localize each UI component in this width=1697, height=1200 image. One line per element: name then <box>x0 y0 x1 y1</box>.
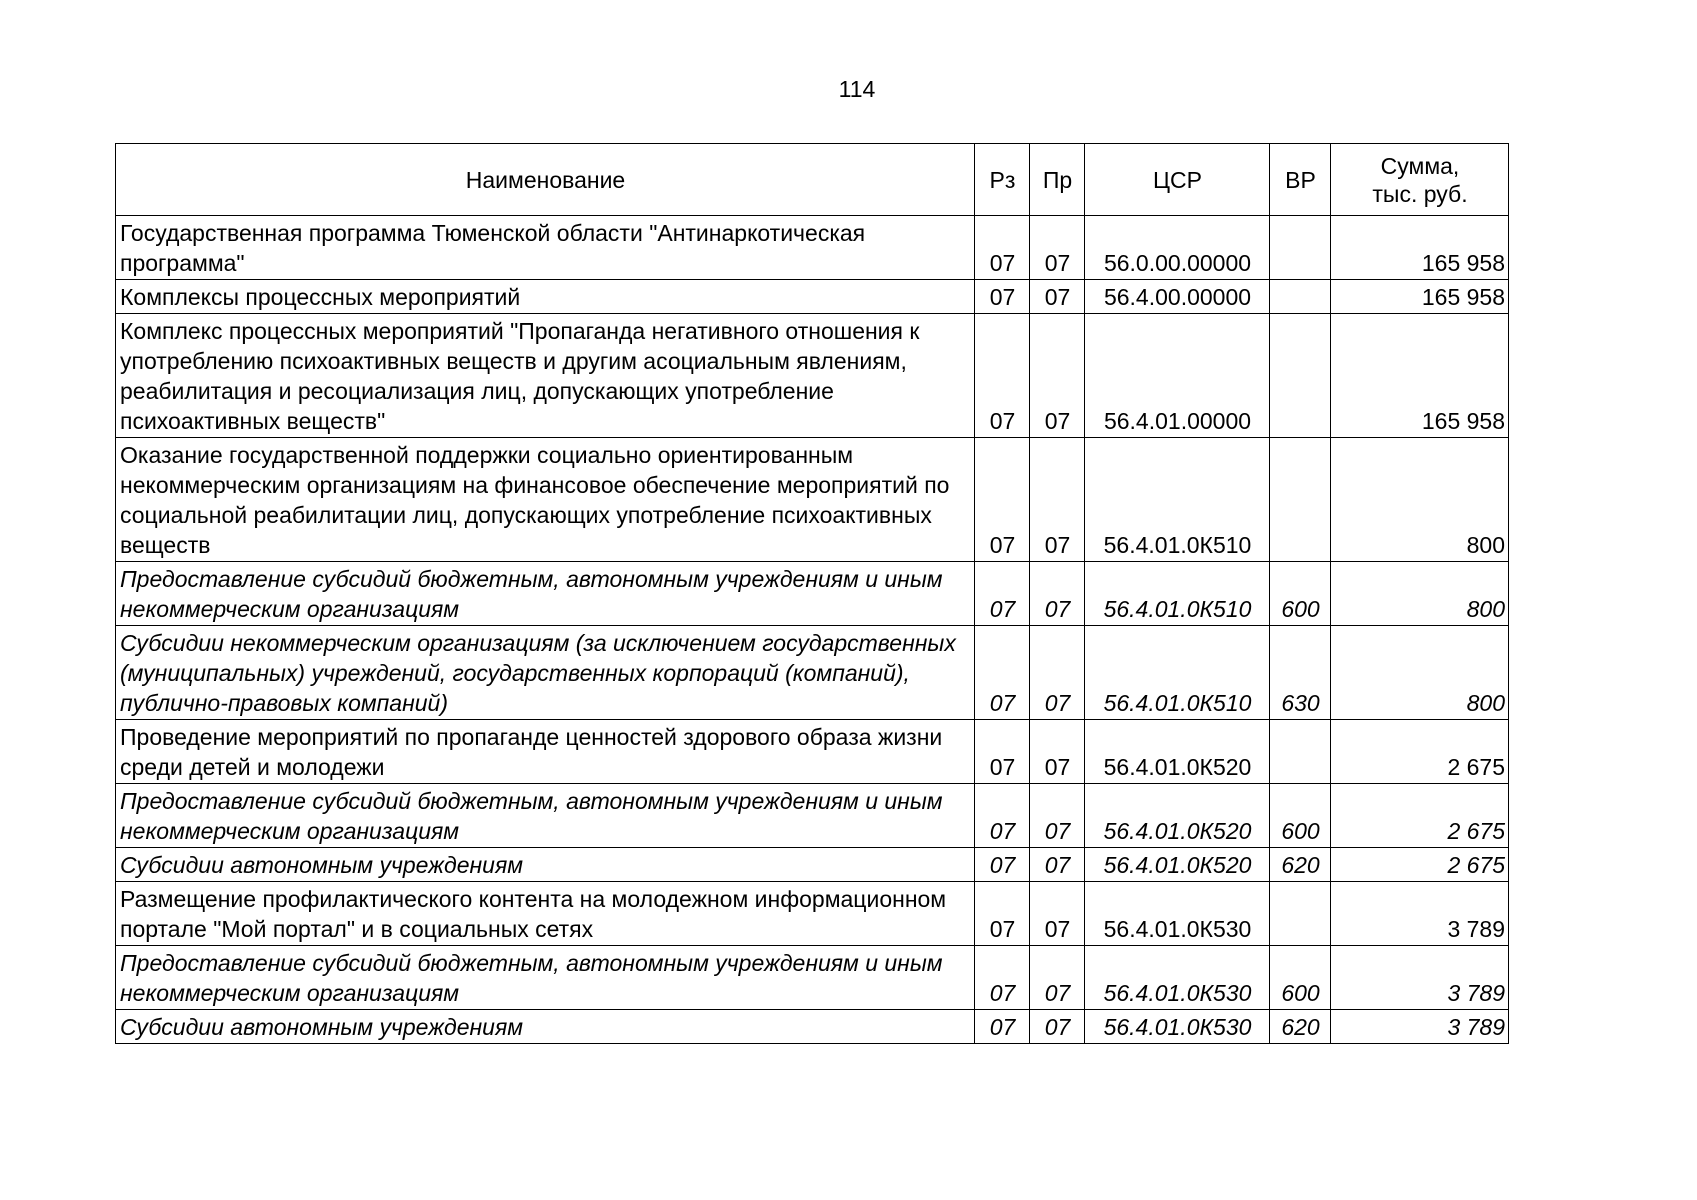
cell-vr <box>1270 314 1331 438</box>
cell-csr: 56.4.01.0К520 <box>1085 848 1270 882</box>
cell-name: Субсидии автономным учреждениям <box>116 1010 975 1044</box>
table-row <box>116 562 1509 626</box>
cell-name: Проведение мероприятий по пропаганде ценностей здорового образа жизни среди детей и молодежи <box>116 720 975 784</box>
cell-pr: 07 <box>1030 946 1085 1010</box>
table-row <box>116 720 1509 784</box>
cell-pr: 07 <box>1030 216 1085 280</box>
cell-sum: 3 789 <box>1331 882 1509 946</box>
cell-csr: 56.4.01.0К520 <box>1085 720 1270 784</box>
cell-sum: 2 675 <box>1331 720 1509 784</box>
cell-pr: 07 <box>1030 562 1085 626</box>
header-rz: Рз <box>975 144 1030 216</box>
table-row <box>116 946 1509 1010</box>
table-row <box>116 882 1509 946</box>
cell-pr: 07 <box>1030 882 1085 946</box>
cell-vr <box>1270 280 1331 314</box>
cell-sum: 165 958 <box>1331 216 1509 280</box>
cell-sum: 800 <box>1331 438 1509 562</box>
cell-csr: 56.4.01.00000 <box>1085 314 1270 438</box>
cell-pr: 07 <box>1030 784 1085 848</box>
cell-pr: 07 <box>1030 848 1085 882</box>
cell-vr <box>1270 438 1331 562</box>
table-header-row <box>116 144 1509 216</box>
cell-csr: 56.4.01.0К510 <box>1085 562 1270 626</box>
cell-sum: 800 <box>1331 562 1509 626</box>
cell-pr: 07 <box>1030 438 1085 562</box>
header-sum: Сумма, тыс. руб. <box>1331 144 1509 216</box>
cell-csr: 56.4.01.0К510 <box>1085 438 1270 562</box>
cell-csr: 56.4.01.0К530 <box>1085 882 1270 946</box>
table-row <box>116 626 1509 720</box>
header-csr: ЦСР <box>1085 144 1270 216</box>
cell-csr: 56.4.01.0К510 <box>1085 626 1270 720</box>
cell-rz: 07 <box>975 280 1030 314</box>
cell-rz: 07 <box>975 1010 1030 1044</box>
budget-table <box>115 143 1509 1044</box>
cell-rz: 07 <box>975 562 1030 626</box>
cell-rz: 07 <box>975 946 1030 1010</box>
header-vr: ВР <box>1270 144 1331 216</box>
cell-pr: 07 <box>1030 1010 1085 1044</box>
cell-pr: 07 <box>1030 626 1085 720</box>
cell-csr: 56.4.01.0К530 <box>1085 946 1270 1010</box>
cell-sum: 2 675 <box>1331 784 1509 848</box>
table-body <box>116 216 1509 1044</box>
cell-sum: 165 958 <box>1331 280 1509 314</box>
cell-rz: 07 <box>975 438 1030 562</box>
cell-rz: 07 <box>975 626 1030 720</box>
cell-name: Субсидии некоммерческим организациям (за исключением государственных (муниципальных) учреждений, государственных корпораций (компаний), публично-правовых компаний) <box>116 626 975 720</box>
cell-vr <box>1270 720 1331 784</box>
cell-name: Размещение профилактического контента на молодежном информационном портале "Мой портал" и в социальных сетях <box>116 882 975 946</box>
cell-name: Государственная программа Тюменской области "Антинаркотическая программа" <box>116 216 975 280</box>
cell-vr: 600 <box>1270 784 1331 848</box>
table-row <box>116 216 1509 280</box>
cell-csr: 56.4.01.0К530 <box>1085 1010 1270 1044</box>
cell-pr: 07 <box>1030 720 1085 784</box>
cell-rz: 07 <box>975 720 1030 784</box>
header-name: Наименование <box>116 144 975 216</box>
header-pr: Пр <box>1030 144 1085 216</box>
cell-rz: 07 <box>975 314 1030 438</box>
cell-vr <box>1270 882 1331 946</box>
cell-name: Комплекс процессных мероприятий "Пропаганда негативного отношения к употреблению психоактивных веществ и другим асоциальным явлениям, реабилитация и ресоциализация лиц, допускающих употребление психоактивных веществ" <box>116 314 975 438</box>
cell-csr: 56.4.00.00000 <box>1085 280 1270 314</box>
cell-pr: 07 <box>1030 280 1085 314</box>
cell-pr: 07 <box>1030 314 1085 438</box>
cell-vr: 620 <box>1270 848 1331 882</box>
cell-sum: 800 <box>1331 626 1509 720</box>
cell-rz: 07 <box>975 216 1030 280</box>
cell-name: Предоставление субсидий бюджетным, автономным учреждениям и иным некоммерческим организациям <box>116 946 975 1010</box>
table-row <box>116 848 1509 882</box>
table-row <box>116 784 1509 848</box>
page-number: 114 <box>838 76 876 102</box>
cell-vr: 630 <box>1270 626 1331 720</box>
cell-name: Предоставление субсидий бюджетным, автономным учреждениям и иным некоммерческим организациям <box>116 784 975 848</box>
cell-name: Субсидии автономным учреждениям <box>116 848 975 882</box>
table-row <box>116 314 1509 438</box>
cell-name: Оказание государственной поддержки социально ориентированным некоммерческим организациям на финансовое обеспечение мероприятий по социальной реабилитации лиц, допускающих употребление психоактивных веществ <box>116 438 975 562</box>
table-row <box>116 280 1509 314</box>
cell-rz: 07 <box>975 848 1030 882</box>
cell-csr: 56.4.01.0К520 <box>1085 784 1270 848</box>
cell-sum: 3 789 <box>1331 1010 1509 1044</box>
cell-rz: 07 <box>975 784 1030 848</box>
cell-name: Предоставление субсидий бюджетным, автономным учреждениям и иным некоммерческим организациям <box>116 562 975 626</box>
cell-name: Комплексы процессных мероприятий <box>116 280 975 314</box>
table-row <box>116 438 1509 562</box>
cell-csr: 56.0.00.00000 <box>1085 216 1270 280</box>
cell-sum: 165 958 <box>1331 314 1509 438</box>
cell-vr: 620 <box>1270 1010 1331 1044</box>
table-row <box>116 1010 1509 1044</box>
cell-vr <box>1270 216 1331 280</box>
cell-rz: 07 <box>975 882 1030 946</box>
cell-vr: 600 <box>1270 946 1331 1010</box>
cell-vr: 600 <box>1270 562 1331 626</box>
cell-sum: 3 789 <box>1331 946 1509 1010</box>
cell-sum: 2 675 <box>1331 848 1509 882</box>
